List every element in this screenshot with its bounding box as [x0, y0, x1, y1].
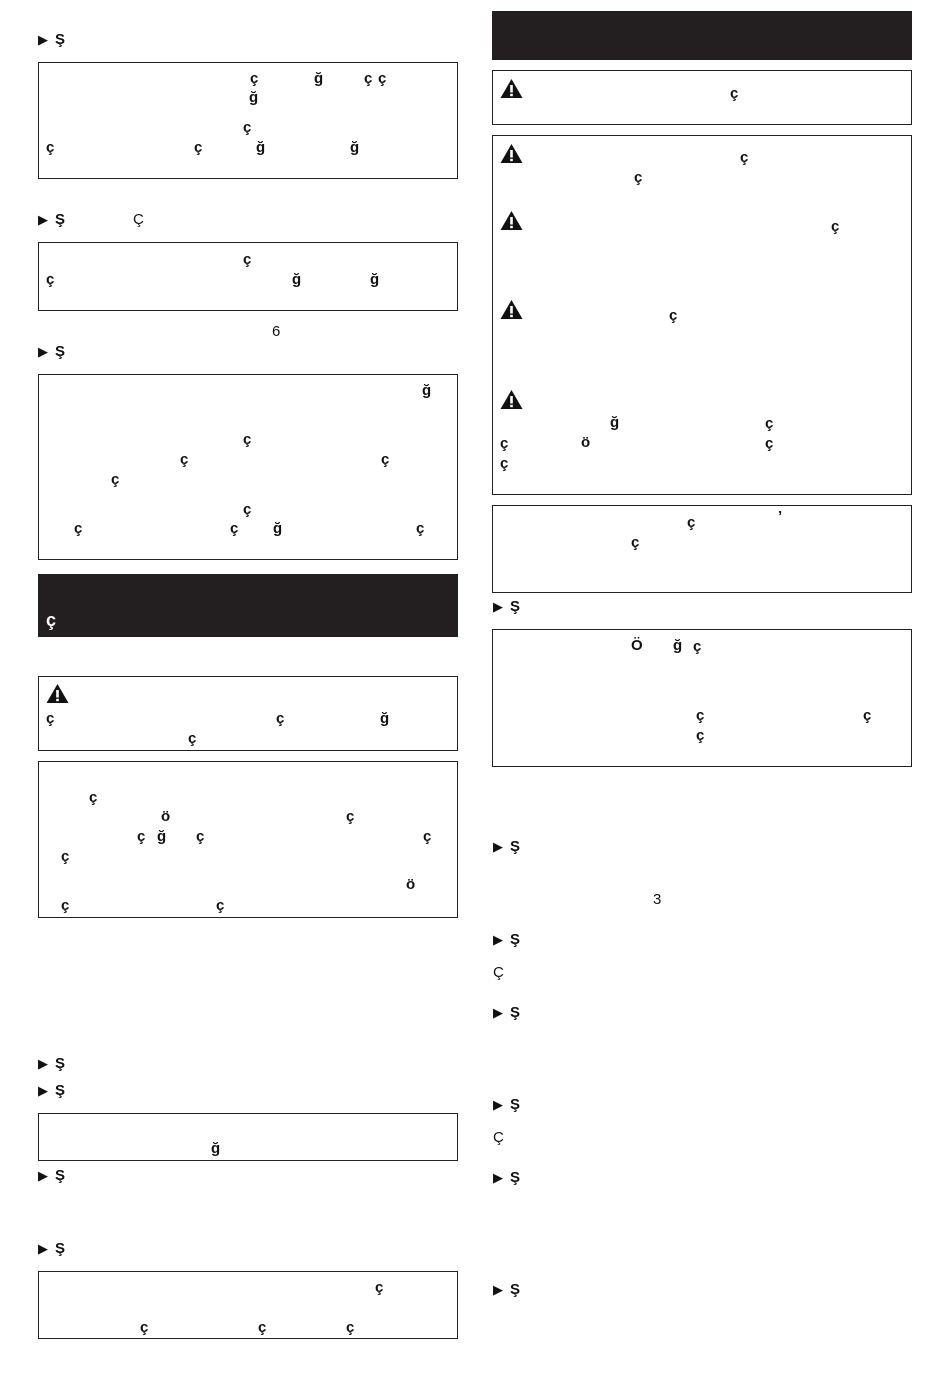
glyph: ç: [364, 70, 373, 87]
glyph: ç: [188, 730, 197, 747]
note-box-6: [38, 1271, 458, 1339]
glyph: ç: [730, 85, 739, 102]
warning-box-left: [38, 676, 458, 751]
glyph: ç: [230, 520, 239, 537]
figure-ref-r5: ▶ Ş: [493, 1096, 521, 1113]
glyph: ç: [243, 431, 252, 448]
glyph: ğ: [256, 139, 266, 156]
glyph: ç: [61, 848, 70, 865]
figure-ref-r3: ▶ Ş: [493, 931, 521, 948]
pointer-icon: ▶: [493, 839, 503, 854]
figure-ref-r4: ▶ Ş: [493, 1004, 521, 1021]
page-number: 6: [272, 323, 281, 340]
glyph: ç: [74, 520, 83, 537]
glyph: ç: [687, 514, 696, 531]
glyph: ğ: [157, 828, 167, 845]
glyph: ç: [111, 471, 120, 488]
section-heading: ç: [46, 610, 57, 630]
glyph: ö: [406, 876, 416, 893]
glyph: ç: [346, 808, 355, 825]
figure-number: 3: [653, 891, 662, 908]
glyph: ö: [581, 434, 591, 451]
glyph: ğ: [249, 89, 259, 106]
glyph: ç: [693, 638, 702, 655]
glyph: ç: [500, 455, 509, 472]
figure-ref-r2: ▶ Ş: [493, 838, 521, 855]
note-box-right-1: [492, 505, 912, 593]
note-box-right-2: [492, 629, 912, 767]
note-box-1: [38, 62, 458, 179]
pointer-icon: ▶: [493, 1170, 503, 1185]
pointer-icon: ▶: [493, 932, 503, 947]
glyph: ğ: [350, 139, 360, 156]
glyph: ç: [669, 307, 678, 324]
glyph: ç: [61, 897, 70, 914]
body-text: Ç: [493, 964, 504, 981]
figure-ref-l2: ▶ Ş Ç: [38, 211, 144, 228]
glyph: ç: [243, 251, 252, 268]
warning-triangle-icon: [500, 143, 523, 164]
glyph: ç: [243, 119, 252, 136]
note-box-2: [38, 242, 458, 311]
glyph: ç: [378, 70, 387, 87]
pointer-icon: ▶: [493, 1005, 503, 1020]
glyph: ç: [346, 1319, 355, 1336]
glyph: ç: [631, 534, 640, 551]
glyph: ç: [863, 707, 872, 724]
glyph: ç: [250, 70, 259, 87]
glyph: ç: [696, 707, 705, 724]
warning-box-right-1: [492, 70, 912, 125]
section-heading-band: [38, 574, 458, 637]
figure-ref-l7: ▶ Ş: [38, 1240, 66, 1257]
glyph: ç: [416, 520, 425, 537]
pointer-icon: ▶: [493, 1282, 503, 1297]
glyph: ’: [778, 508, 783, 525]
glyph: ğ: [673, 637, 683, 654]
warning-triangle-icon: [500, 389, 523, 410]
pointer-icon: ▶: [493, 1097, 503, 1112]
figure-ref-l4: ▶ Ş: [38, 1055, 66, 1072]
glyph: ğ: [292, 271, 302, 288]
figure-ref-l6: ▶ Ş: [38, 1167, 66, 1184]
pointer-icon: ▶: [38, 32, 48, 47]
warning-triangle-icon: [500, 78, 523, 99]
glyph: ç: [46, 710, 55, 727]
glyph: ç: [765, 435, 774, 452]
glyph: ç: [89, 789, 98, 806]
glyph: ç: [696, 727, 705, 744]
note-box-5: [38, 1113, 458, 1161]
pointer-icon: ▶: [38, 1083, 48, 1098]
glyph: ç: [216, 897, 225, 914]
figure-ref-r7: ▶ Ş: [493, 1281, 521, 1298]
figure-ref-l3: ▶ Ş: [38, 343, 66, 360]
warning-box-right-2: [492, 135, 912, 495]
figure-ref-l5: ▶ Ş: [38, 1082, 66, 1099]
glyph: ç: [46, 139, 55, 156]
glyph: ç: [46, 271, 55, 288]
glyph: ç: [375, 1279, 384, 1296]
note-box-4: [38, 761, 458, 918]
section-header-band-right: [492, 11, 912, 60]
pointer-icon: ▶: [38, 1056, 48, 1071]
pointer-icon: ▶: [38, 344, 48, 359]
glyph: ö: [161, 808, 171, 825]
pointer-icon: ▶: [493, 599, 503, 614]
warning-triangle-icon: [500, 210, 523, 231]
pointer-icon: ▶: [38, 1241, 48, 1256]
warning-triangle-icon: [46, 683, 69, 704]
glyph: ğ: [211, 1140, 221, 1157]
glyph: ç: [423, 828, 432, 845]
glyph: ç: [765, 415, 774, 432]
glyph: ç: [258, 1319, 267, 1336]
glyph: ç: [140, 1319, 149, 1336]
glyph: ç: [180, 451, 189, 468]
glyph: ğ: [370, 271, 380, 288]
body-text: Ç: [493, 1129, 504, 1146]
glyph: ç: [740, 149, 749, 166]
glyph: Ö: [631, 637, 643, 654]
glyph: ç: [137, 828, 146, 845]
warning-triangle-icon: [500, 299, 523, 320]
glyph: ğ: [273, 520, 283, 537]
figure-ref-r1: ▶ Ş: [493, 598, 521, 615]
glyph: ç: [276, 710, 285, 727]
glyph: ç: [500, 435, 509, 452]
glyph: ç: [831, 218, 840, 235]
glyph: ğ: [314, 70, 324, 87]
figure-ref-l1: ▶ Ş: [38, 31, 66, 48]
pointer-icon: ▶: [38, 1168, 48, 1183]
glyph: ğ: [610, 414, 620, 431]
glyph: ç: [196, 828, 205, 845]
glyph: ç: [243, 501, 252, 518]
figure-ref-r6: ▶ Ş: [493, 1169, 521, 1186]
glyph: ç: [381, 451, 390, 468]
glyph: ç: [634, 169, 643, 186]
glyph: ğ: [380, 710, 390, 727]
note-box-3: [38, 374, 458, 560]
pointer-icon: ▶: [38, 212, 48, 227]
glyph: ğ: [422, 382, 432, 399]
glyph: ç: [194, 139, 203, 156]
